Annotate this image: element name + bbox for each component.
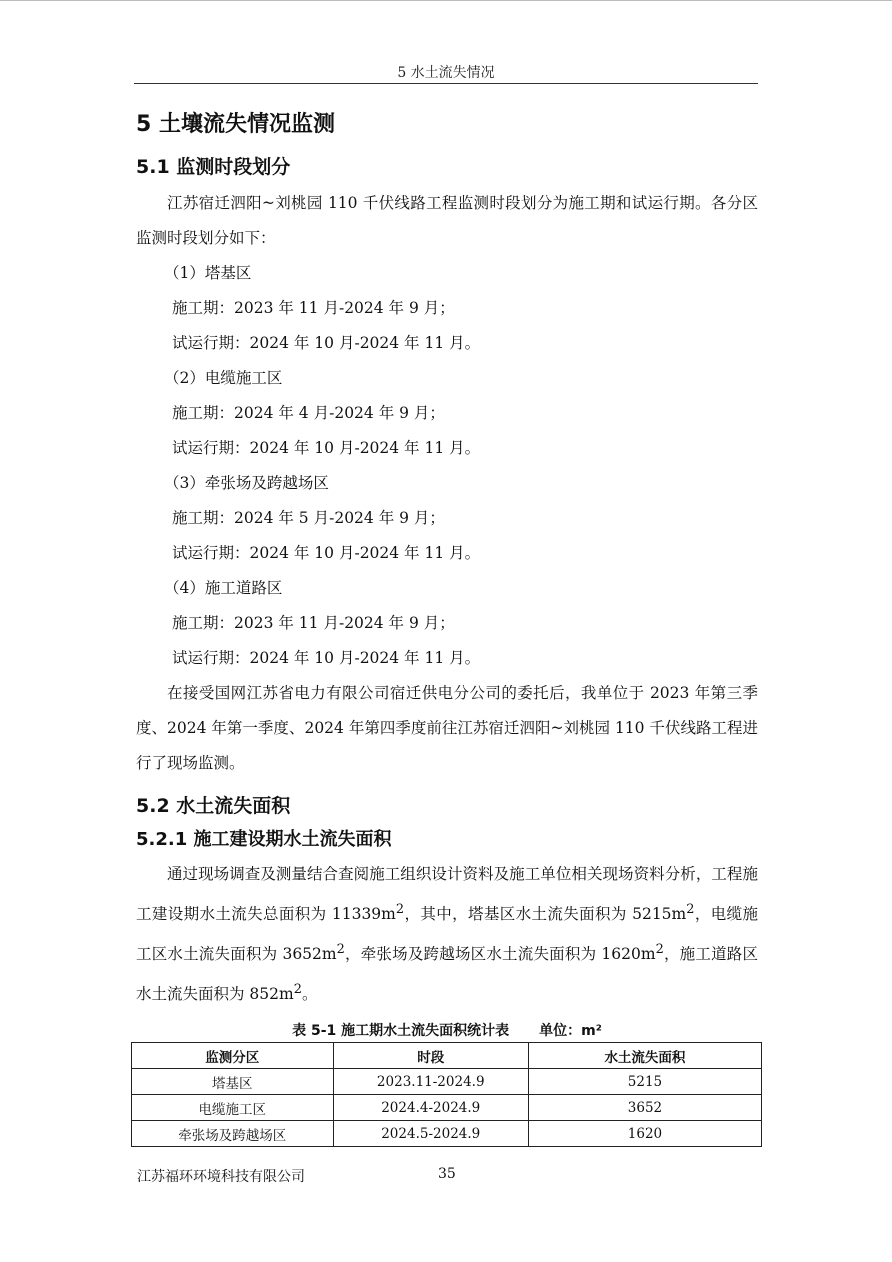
table-cell: 2024.5-2024.9 — [333, 1121, 528, 1147]
table-cell: 电缆施工区 — [132, 1095, 334, 1121]
column-header: 时段 — [333, 1043, 528, 1069]
area-text-part: ，电缆施工区水土流失面积为 3652m — [136, 905, 758, 964]
area-text-part: 。 — [301, 985, 318, 1004]
column-header: 水土流失面积 — [528, 1043, 761, 1069]
superscript-2: 2 — [655, 942, 664, 958]
superscript-2: 2 — [293, 982, 302, 998]
zone-2-name: （2）电缆施工区 — [164, 369, 283, 387]
section-5-2-title: 5.2 水土流失面积 — [136, 795, 291, 817]
table-cell: 5215 — [528, 1069, 761, 1095]
running-header: 5 水土流失情况 — [397, 65, 495, 81]
section-5-2-1-paragraph — [136, 857, 758, 1012]
table-unit: 单位：m² — [539, 1023, 602, 1040]
table-cell: 3652 — [528, 1095, 761, 1121]
table-caption-title: 表 5-1 施工期水土流失面积统计表 — [292, 1023, 510, 1040]
table-cell: 1620 — [528, 1121, 761, 1147]
zone-3-construction: 施工期：2024 年 5 月-2024 年 9 月； — [172, 509, 445, 527]
zone-1-name: （1）塔基区 — [164, 264, 252, 282]
zone-1-trial: 试运行期：2024 年 10 月-2024 年 11 月。 — [172, 334, 481, 352]
table-cell: 牵张场及跨越场区 — [132, 1121, 334, 1147]
table-cell: 2024.4-2024.9 — [333, 1095, 528, 1121]
column-header: 监测分区 — [132, 1043, 334, 1069]
top-border-line — [0, 0, 892, 1]
table-cell: 塔基区 — [132, 1069, 334, 1095]
table-caption — [136, 1018, 758, 1044]
table-row — [132, 1121, 762, 1147]
chapter-title: 5 土壤流失情况监测 — [136, 112, 335, 137]
area-text-part: ，施工道路区水土流失面积为 852m — [136, 945, 758, 1004]
table-row — [132, 1095, 762, 1121]
header-rule — [134, 83, 758, 84]
table-row — [132, 1069, 762, 1095]
section-5-2-1-title: 5.2.1 施工建设期水土流失面积 — [136, 829, 392, 850]
zone-4-name: （4）施工道路区 — [164, 579, 283, 597]
zone-1-construction: 施工期：2023 年 11 月-2024 年 9 月； — [172, 299, 455, 317]
table-header-row — [132, 1043, 762, 1069]
superscript-2: 2 — [395, 902, 405, 917]
superscript-2: 2 — [336, 942, 345, 958]
section-5-1-title: 5.1 监测时段划分 — [136, 156, 291, 178]
area-text-part: 通过现场调查及测量结合查阅施工组织设计资料及施工单位相关现场资料分析，工程施工建设期水土流失总面积为 11339m — [136, 865, 758, 924]
page-number: 35 — [438, 1166, 456, 1182]
area-statistics-table — [131, 1042, 762, 1147]
superscript-2: 2 — [686, 902, 695, 917]
zone-4-trial: 试运行期：2024 年 10 月-2024 年 11 月。 — [172, 649, 481, 667]
zone-2-construction: 施工期：2024 年 4 月-2024 年 9 月； — [172, 404, 445, 422]
zone-4-construction: 施工期：2023 年 11 月-2024 年 9 月； — [172, 614, 455, 632]
zone-2-trial: 试运行期：2024 年 10 月-2024 年 11 月。 — [172, 439, 481, 457]
section-5-1-closing: 在接受国网江苏省电力有限公司宿迁供电分公司的委托后，我单位于 2023 年第三季度、2024 年第一季度、2024 年第四季度前往江苏宿迁泗阳~刘桃园 110 千伏线路工程进行了现场监测。 — [136, 684, 758, 772]
area-text-part: ，其中，塔基区水土流失面积为 5215m — [404, 905, 687, 924]
area-text-part: ，牵张场及跨越场区水土流失面积为 1620m — [344, 945, 656, 964]
page-content — [136, 108, 758, 1048]
zone-3-trial: 试运行期：2024 年 10 月-2024 年 11 月。 — [172, 544, 481, 562]
table-cell: 2023.11-2024.9 — [333, 1069, 528, 1095]
footer-company: 江苏福环环境科技有限公司 — [137, 1169, 305, 1185]
section-5-1-intro: 江苏宿迁泗阳~刘桃园 110 千伏线路工程监测时段划分为施工期和试运行期。各分区监测时段划分如下： — [136, 194, 758, 247]
zone-3-name: （3）牵张场及跨越场区 — [164, 474, 329, 492]
